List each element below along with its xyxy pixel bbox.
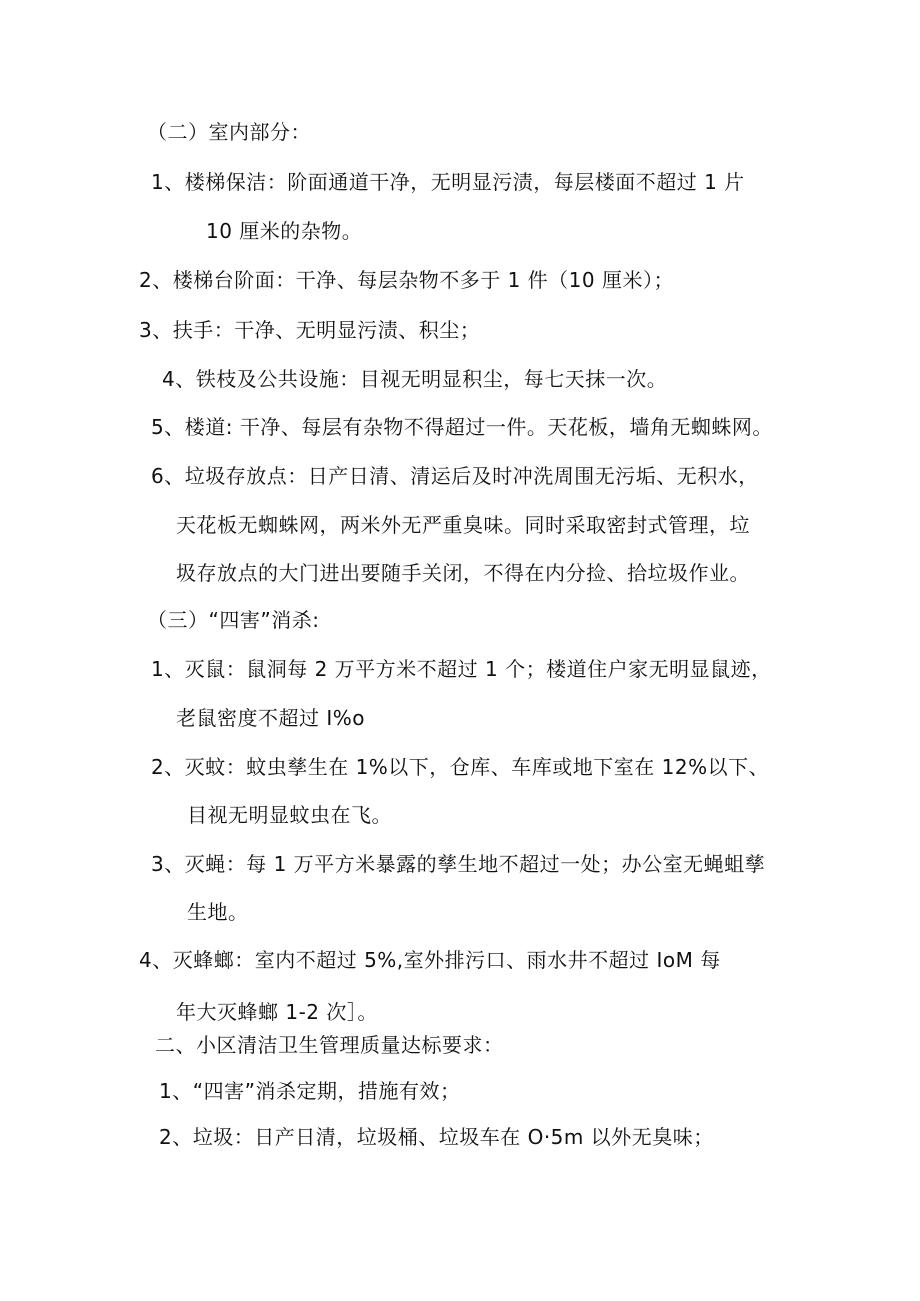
section-heading-indoor: （二）室内部分：	[147, 120, 311, 144]
item-mosquito-control: 2、灭蚊：蚊虫孳生在 1%以下，仓库、车库或地下室在 12%以下、	[151, 755, 770, 779]
item-handrail: 3、扶手：干净、无明显污渍、积尘；	[139, 318, 481, 342]
item-cockroach-control-cont: 年大灭蜂螂 1-2 次］。	[176, 1000, 378, 1024]
section-heading-pest-control: （三）“四害”消杀:	[147, 608, 320, 632]
item-pest-schedule: 1、“四害”消杀定期，措施有效；	[159, 1079, 461, 1103]
section-heading-quality-standards: 二、小区清洁卫生管理质量达标要求：	[155, 1033, 504, 1057]
item-garbage-point: 6、垃圾存放点：日产日清、清运后及时冲洗周围无污垢、无积水，	[151, 464, 759, 488]
item-garbage: 2、垃圾：日产日清，垃圾桶、垃圾车在 O·5m 以外无臭味；	[159, 1125, 714, 1149]
item-rodent-control-cont: 老鼠密度不超过 I%o	[176, 706, 365, 730]
item-iron-railing: 4、铁枝及公共设施：目视无明显积尘，每七天抹一次。	[162, 367, 668, 391]
item-stair-cleaning: 1、楼梯保洁：阶面通道干净，无明显污渍，每层楼面不超过 1 片	[151, 170, 745, 194]
item-fly-control: 3、灭蝇：每 1 万平方米暴露的孳生地不超过一处；办公室无蝇蛆孳	[151, 852, 766, 876]
item-fly-control-cont: 生地。	[187, 900, 249, 924]
item-garbage-point-cont-2: 圾存放点的大门进出要随手关闭，不得在内分捡、拾垃圾作业。	[176, 561, 750, 585]
item-rodent-control: 1、灭鼠：鼠洞每 2 万平方米不超过 1 个；楼道住户家无明显鼠迹，	[151, 657, 772, 681]
item-cockroach-control: 4、灭蜂螂：室内不超过 5%,室外排污口、雨水井不超过 IoM 每	[139, 948, 721, 972]
item-garbage-point-cont-1: 天花板无蜘蛛网，两米外无严重臭味。同时采取密封式管理，垃	[176, 513, 750, 537]
item-stair-steps: 2、楼梯台阶面：干净、每层杂物不多于 1 件（10 厘米）；	[139, 268, 674, 292]
item-mosquito-control-cont: 目视无明显蚊虫在飞。	[187, 803, 392, 827]
item-stair-cleaning-cont: 10 厘米的杂物。	[206, 219, 363, 243]
item-corridor: 5、楼道: 干净、每层有杂物不得超过一件。天花板，墙角无蜘蛛网。	[151, 415, 773, 439]
